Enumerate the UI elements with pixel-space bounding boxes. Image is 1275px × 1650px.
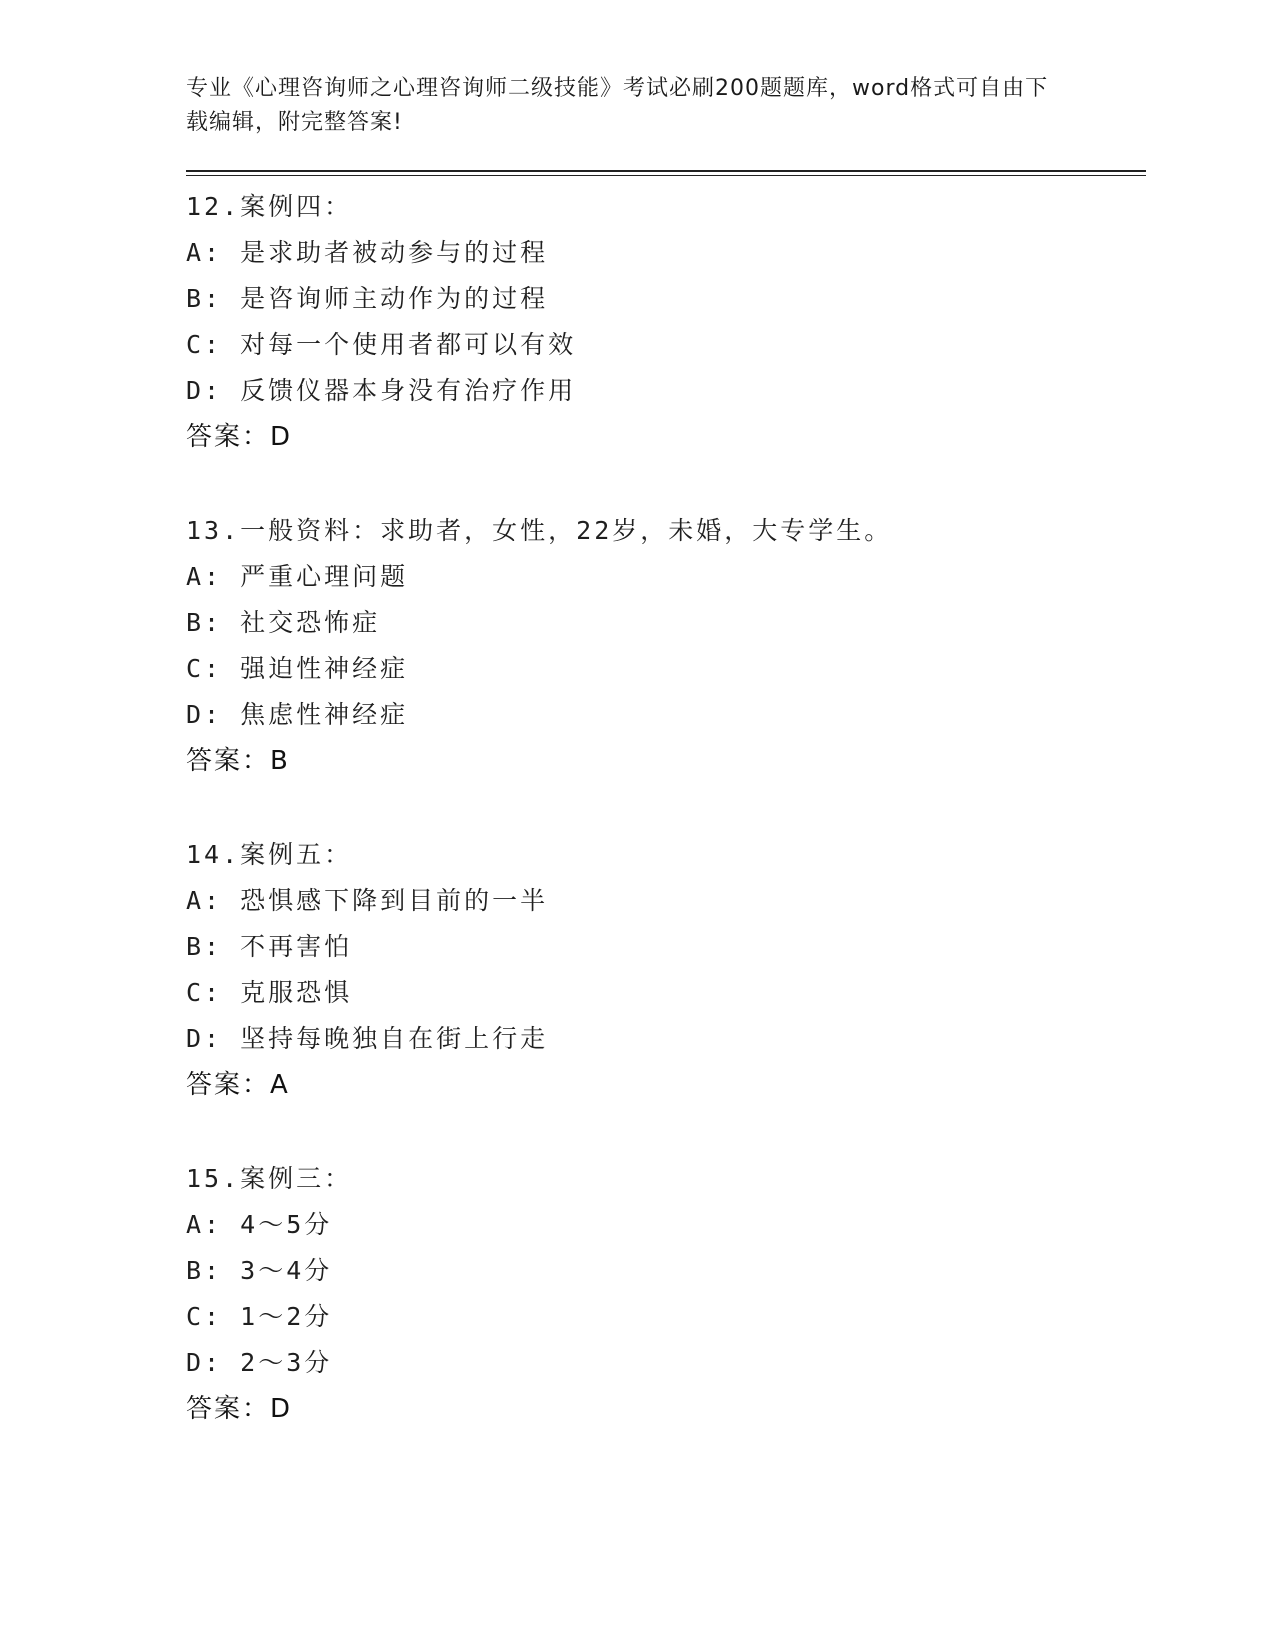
header-double-rule <box>186 170 1146 176</box>
option-d: D: 坚持每晚独自在街上行走 <box>186 1024 549 1053</box>
question-list <box>186 184 1146 1432</box>
question-stem: 13.一般资料：求助者，女性，22岁，未婚，大专学生。 <box>186 516 893 545</box>
question-stem: 14.案例五： <box>186 840 353 869</box>
document-header-text: 专业《心理咨询师之心理咨询师二级技能》考试必刷200题题库，word格式可自由下载编辑，附完整答案! <box>186 76 1049 135</box>
option-d: D: 2～3分 <box>186 1348 333 1377</box>
answer-line: 答案：D <box>186 422 293 452</box>
option-d: D: 反馈仪器本身没有治疗作用 <box>186 376 577 405</box>
document-page <box>186 72 1146 1480</box>
option-c: C: 克服恐惧 <box>186 978 353 1007</box>
option-c: C: 1～2分 <box>186 1302 333 1331</box>
option-b: B: 3～4分 <box>186 1256 333 1285</box>
question-15 <box>186 1156 1146 1432</box>
question-stem: 12.案例四： <box>186 192 353 221</box>
option-a: A: 是求助者被动参与的过程 <box>186 238 549 267</box>
question-14 <box>186 832 1146 1108</box>
option-c: C: 对每一个使用者都可以有效 <box>186 330 577 359</box>
option-b: B: 不再害怕 <box>186 932 353 961</box>
option-a: A: 4～5分 <box>186 1210 333 1239</box>
option-d: D: 焦虑性神经症 <box>186 700 409 729</box>
option-c: C: 强迫性神经症 <box>186 654 409 683</box>
answer-line: 答案：A <box>186 1070 290 1100</box>
option-b: B: 社交恐怖症 <box>186 608 381 637</box>
option-a: A: 严重心理问题 <box>186 562 409 591</box>
answer-line: 答案：B <box>186 746 290 776</box>
question-stem: 15.案例三： <box>186 1164 353 1193</box>
option-a: A: 恐惧感下降到目前的一半 <box>186 886 549 915</box>
question-12 <box>186 184 1146 460</box>
question-13 <box>186 508 1146 784</box>
option-b: B: 是咨询师主动作为的过程 <box>186 284 549 313</box>
answer-line: 答案：D <box>186 1394 293 1424</box>
